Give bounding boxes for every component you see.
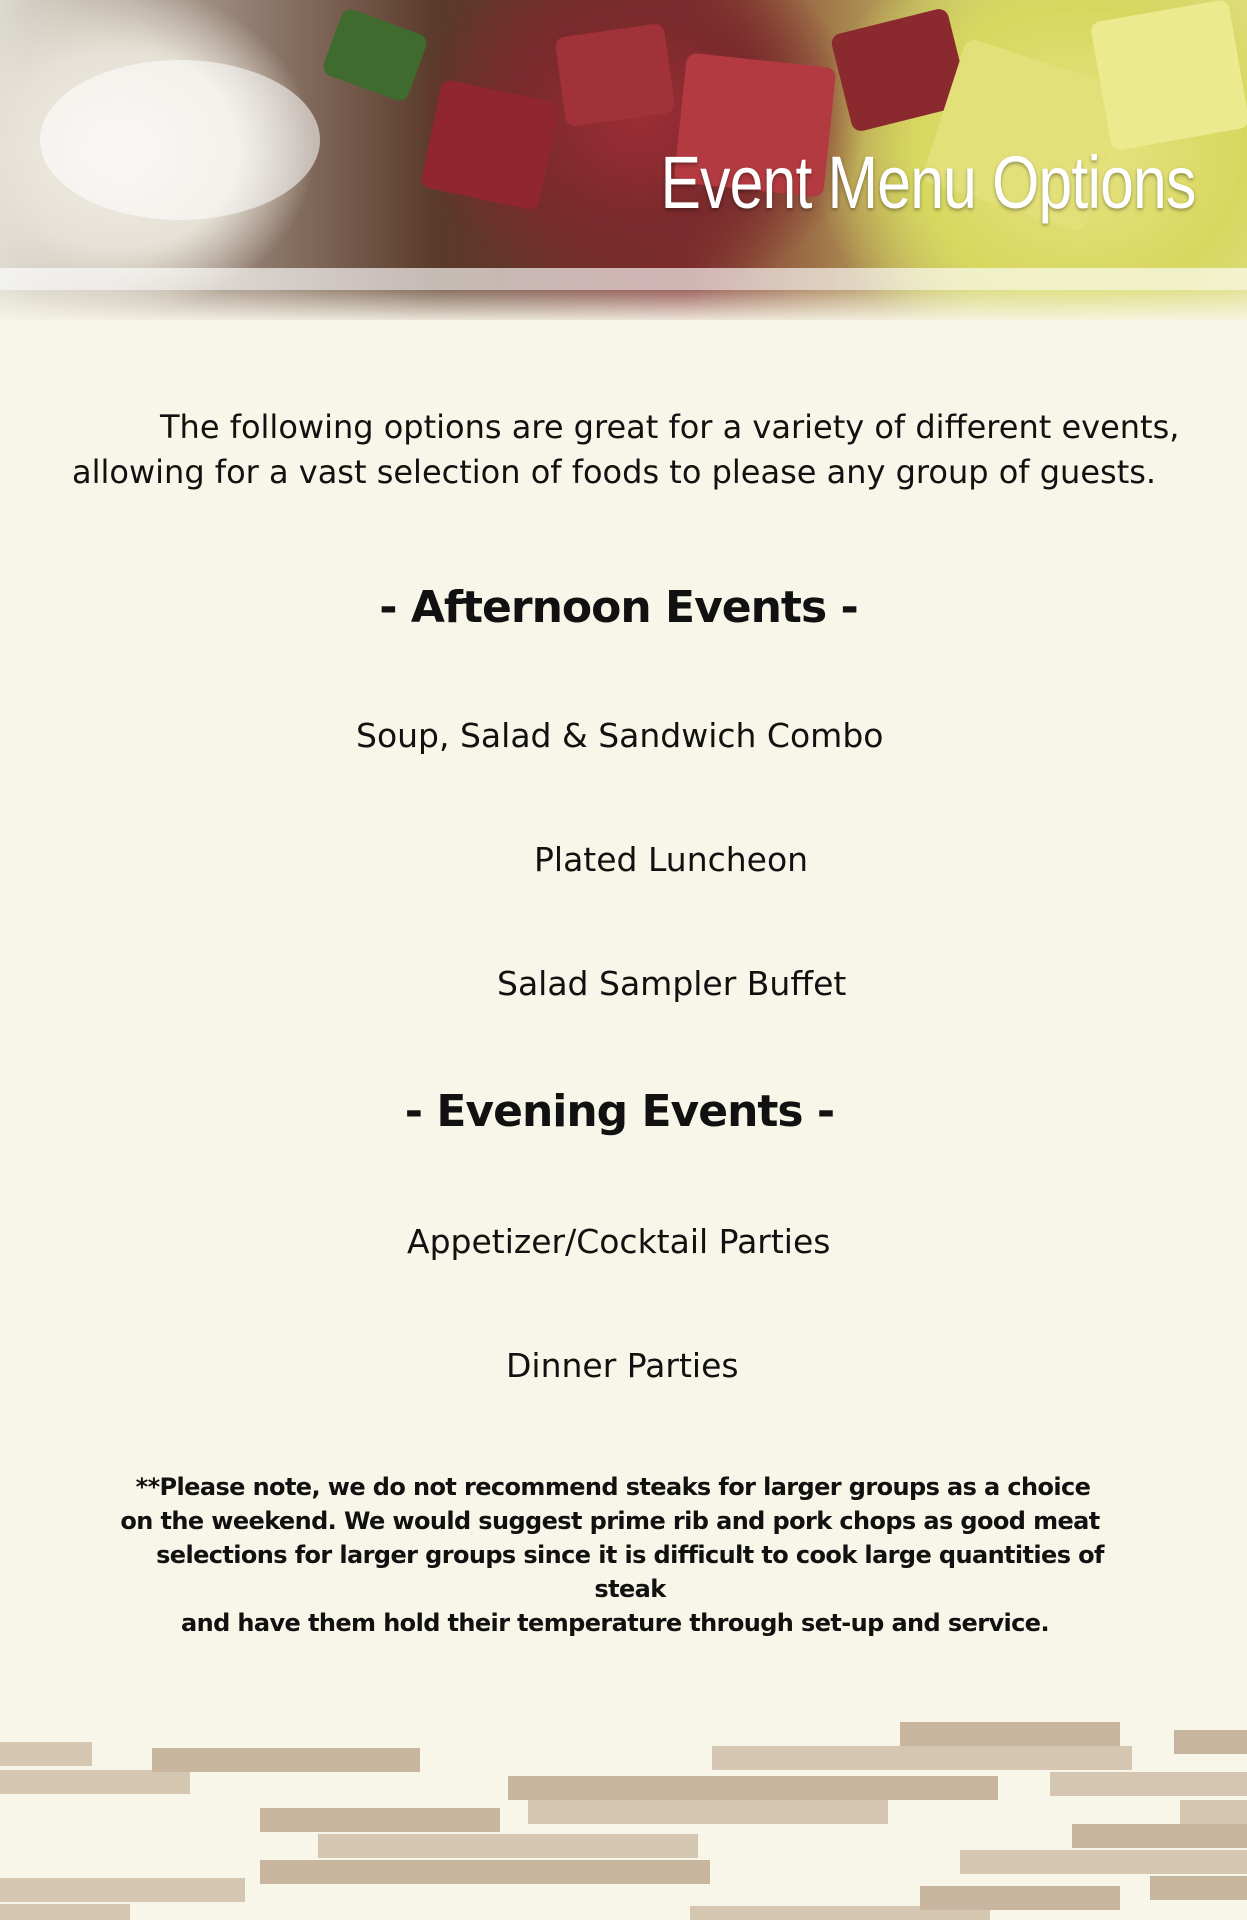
wood-planks-decoration [0, 1700, 1247, 1920]
food-photo-chunk [1090, 0, 1247, 151]
intro-text [72, 405, 1202, 495]
intro-line: The following options are great for a variety of different events, [160, 408, 1180, 446]
menu-item-salad-sampler-buffet: Salad Sampler Buffet [497, 964, 847, 1003]
wood-plank [0, 1742, 92, 1766]
menu-item-dinner-parties: Dinner Parties [506, 1346, 739, 1385]
header-band [0, 268, 1247, 290]
header-fade [0, 290, 1247, 320]
wood-plank [1174, 1730, 1247, 1754]
wood-plank [260, 1860, 710, 1884]
intro-line: allowing for a vast selection of foods to please any group of guests. [72, 453, 1157, 491]
note-line: selections for larger groups since it is difficult to cook large quantities of steak [156, 1541, 1104, 1603]
wood-plank [260, 1808, 500, 1832]
afternoon-heading: - Afternoon Events - [379, 582, 858, 633]
wood-plank [152, 1748, 420, 1772]
wood-plank [960, 1850, 1247, 1874]
note-line: **Please note, we do not recommend steaks for larger groups as a choice [135, 1473, 1091, 1501]
wood-plank [528, 1800, 888, 1824]
food-photo-chunk [554, 23, 675, 127]
wood-plank [0, 1904, 130, 1920]
menu-item-appetizer-cocktail: Appetizer/Cocktail Parties [407, 1222, 831, 1261]
wood-plank [318, 1834, 698, 1858]
wood-plank [1180, 1800, 1247, 1824]
steak-note [120, 1470, 1120, 1640]
food-photo-chunk [40, 60, 320, 220]
note-line: on the weekend. We would suggest prime rib and pork chops as good meat [120, 1507, 1100, 1535]
wood-plank [508, 1776, 998, 1800]
wood-plank [690, 1906, 990, 1920]
food-photo-chunk [321, 7, 430, 104]
header-banner [0, 0, 1247, 320]
note-line: and have them hold their temperature through set-up and service. [181, 1609, 1049, 1637]
menu-item-soup-salad-sandwich: Soup, Salad & Sandwich Combo [356, 716, 884, 755]
wood-plank [712, 1746, 1132, 1770]
page-title: Event Menu Options [659, 141, 1195, 224]
wood-plank [1050, 1772, 1247, 1796]
wood-plank [0, 1770, 190, 1794]
wood-plank [1150, 1876, 1247, 1900]
wood-plank [1072, 1824, 1247, 1848]
wood-plank [900, 1722, 1120, 1746]
menu-item-plated-luncheon: Plated Luncheon [534, 840, 809, 879]
food-photo-chunk [420, 79, 560, 212]
evening-heading: - Evening Events - [404, 1086, 835, 1137]
wood-plank [0, 1878, 245, 1902]
